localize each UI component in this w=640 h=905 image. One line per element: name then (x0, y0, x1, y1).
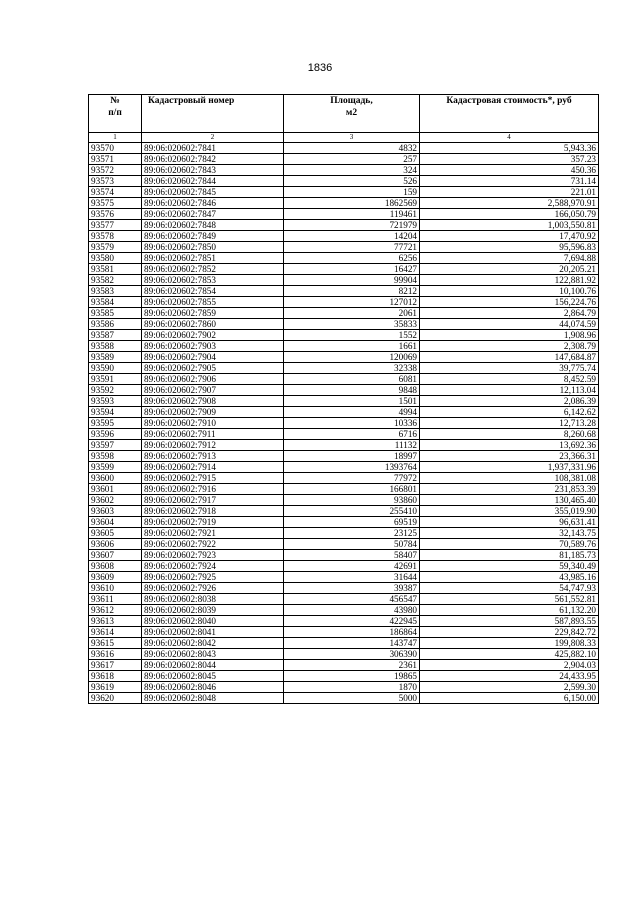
column-number: 2 (142, 133, 284, 143)
cadastral-value: 425,882.10 (420, 649, 599, 660)
table-row (89, 308, 599, 319)
cadastral-number: 89:06:020602:7905 (142, 363, 284, 374)
cadastral-number: 89:06:020602:7903 (142, 341, 284, 352)
column-number: 4 (420, 133, 599, 143)
area-value: 166801 (284, 484, 420, 495)
area-value: 69519 (284, 517, 420, 528)
cadastral-value: 61,132.20 (420, 605, 599, 616)
cadastral-number: 89:06:020602:7848 (142, 220, 284, 231)
area-value: 456547 (284, 594, 420, 605)
row-index: 93592 (89, 385, 142, 396)
cadastral-number: 89:06:020602:7902 (142, 330, 284, 341)
area-value: 6256 (284, 253, 420, 264)
cadastral-number: 89:06:020602:8046 (142, 682, 284, 693)
cadastral-value: 12,113.04 (420, 385, 599, 396)
cadastral-value: 450.36 (420, 165, 599, 176)
row-index: 93582 (89, 275, 142, 286)
table-row (89, 451, 599, 462)
area-value: 8212 (284, 286, 420, 297)
cadastral-value: 54,747.93 (420, 583, 599, 594)
area-value: 6081 (284, 374, 420, 385)
area-value: 186864 (284, 627, 420, 638)
cadastral-value: 23,366.31 (420, 451, 599, 462)
column-number: 1 (89, 133, 142, 143)
cadastral-number: 89:06:020602:7850 (142, 242, 284, 253)
area-value: 18997 (284, 451, 420, 462)
row-index: 93594 (89, 407, 142, 418)
table-row (89, 319, 599, 330)
table-row (89, 517, 599, 528)
cadastral-number: 89:06:020602:7914 (142, 462, 284, 473)
cadastral-value: 2,864.79 (420, 308, 599, 319)
row-index: 93595 (89, 418, 142, 429)
cadastral-number: 89:06:020602:8038 (142, 594, 284, 605)
cadastral-number: 89:06:020602:7851 (142, 253, 284, 264)
area-value: 32338 (284, 363, 420, 374)
row-index: 93590 (89, 363, 142, 374)
area-value: 257 (284, 154, 420, 165)
area-value: 43980 (284, 605, 420, 616)
cadastral-value: 39,775.74 (420, 363, 599, 374)
cadastral-value: 2,599.30 (420, 682, 599, 693)
area-value: 77721 (284, 242, 420, 253)
row-index: 93608 (89, 561, 142, 572)
cadastral-number: 89:06:020602:8044 (142, 660, 284, 671)
row-index: 93583 (89, 286, 142, 297)
area-value: 2061 (284, 308, 420, 319)
table-row (89, 473, 599, 484)
row-index: 93619 (89, 682, 142, 693)
cadastral-value: 24,433.95 (420, 671, 599, 682)
cadastral-number: 89:06:020602:7917 (142, 495, 284, 506)
row-index: 93610 (89, 583, 142, 594)
row-index: 93598 (89, 451, 142, 462)
cadastral-number: 89:06:020602:7919 (142, 517, 284, 528)
cadastral-value: 2,086.39 (420, 396, 599, 407)
cadastral-number: 89:06:020602:7860 (142, 319, 284, 330)
table-row (89, 693, 599, 704)
table-row (89, 682, 599, 693)
row-index: 93573 (89, 176, 142, 187)
cadastral-value: 32,143.75 (420, 528, 599, 539)
row-index: 93596 (89, 429, 142, 440)
area-value: 119461 (284, 209, 420, 220)
area-value: 324 (284, 165, 420, 176)
page-number: 1836 (307, 62, 333, 74)
cadastral-value: 8,260.68 (420, 429, 599, 440)
table-row (89, 154, 599, 165)
row-index: 93570 (89, 143, 142, 154)
area-value: 11132 (284, 440, 420, 451)
cadastral-number: 89:06:020602:7908 (142, 396, 284, 407)
area-value: 2361 (284, 660, 420, 671)
area-value: 5000 (284, 693, 420, 704)
table-row (89, 374, 599, 385)
cadastral-number: 89:06:020602:7846 (142, 198, 284, 209)
cadastral-number: 89:06:020602:7925 (142, 572, 284, 583)
row-index: 93574 (89, 187, 142, 198)
column-number: 3 (284, 133, 420, 143)
row-index: 93587 (89, 330, 142, 341)
cadastral-number: 89:06:020602:7913 (142, 451, 284, 462)
row-index: 93576 (89, 209, 142, 220)
cadastral-value: 2,308.79 (420, 341, 599, 352)
table-row (89, 660, 599, 671)
table-row (89, 462, 599, 473)
cadastral-number: 89:06:020602:8041 (142, 627, 284, 638)
cadastral-value: 1,908.96 (420, 330, 599, 341)
table-row (89, 572, 599, 583)
cadastral-value: 199,808.33 (420, 638, 599, 649)
area-value: 93860 (284, 495, 420, 506)
area-value: 58407 (284, 550, 420, 561)
cadastral-value: 81,185.73 (420, 550, 599, 561)
table-row (89, 649, 599, 660)
row-index: 93603 (89, 506, 142, 517)
header-area: Площадь, м2 (284, 95, 420, 133)
table-row (89, 429, 599, 440)
cadastral-value: 357.23 (420, 154, 599, 165)
row-index: 93614 (89, 627, 142, 638)
column-number-row (89, 133, 599, 143)
cadastral-number: 89:06:020602:7915 (142, 473, 284, 484)
row-index: 93612 (89, 605, 142, 616)
row-index: 93579 (89, 242, 142, 253)
table-row (89, 220, 599, 231)
area-value: 99904 (284, 275, 420, 286)
row-index: 93600 (89, 473, 142, 484)
cadastral-number: 89:06:020602:8040 (142, 616, 284, 627)
area-value: 31644 (284, 572, 420, 583)
row-index: 93601 (89, 484, 142, 495)
area-value: 143747 (284, 638, 420, 649)
area-value: 1870 (284, 682, 420, 693)
cadastral-value: 1,003,550.81 (420, 220, 599, 231)
cadastral-number: 89:06:020602:7843 (142, 165, 284, 176)
cadastral-number: 89:06:020602:7842 (142, 154, 284, 165)
cadastral-value: 20,205.21 (420, 264, 599, 275)
table-row (89, 561, 599, 572)
row-index: 93613 (89, 616, 142, 627)
cadastral-value: 731.14 (420, 176, 599, 187)
table-row (89, 286, 599, 297)
row-index: 93618 (89, 671, 142, 682)
cadastral-number: 89:06:020602:7845 (142, 187, 284, 198)
cadastral-value: 355,019.90 (420, 506, 599, 517)
cadastral-value: 1,937,331.96 (420, 462, 599, 473)
area-value: 19865 (284, 671, 420, 682)
cadastral-number: 89:06:020602:7859 (142, 308, 284, 319)
area-value: 4994 (284, 407, 420, 418)
cadastral-number: 89:06:020602:7916 (142, 484, 284, 495)
area-value: 721979 (284, 220, 420, 231)
table-row (89, 176, 599, 187)
table-row (89, 550, 599, 561)
row-index: 93585 (89, 308, 142, 319)
row-index: 93584 (89, 297, 142, 308)
table-row (89, 605, 599, 616)
cadastral-value: 59,340.49 (420, 561, 599, 572)
table-row (89, 385, 599, 396)
cadastral-number: 89:06:020602:7921 (142, 528, 284, 539)
cadastral-table (88, 94, 599, 704)
row-index: 93609 (89, 572, 142, 583)
cadastral-value: 231,853.39 (420, 484, 599, 495)
table-row (89, 539, 599, 550)
table-row (89, 440, 599, 451)
row-index: 93571 (89, 154, 142, 165)
cadastral-value: 17,470.92 (420, 231, 599, 242)
row-index: 93620 (89, 693, 142, 704)
table-row (89, 396, 599, 407)
cadastral-number: 89:06:020602:7922 (142, 539, 284, 550)
cadastral-number: 89:06:020602:7924 (142, 561, 284, 572)
table-row (89, 297, 599, 308)
area-value: 306390 (284, 649, 420, 660)
row-index: 93588 (89, 341, 142, 352)
row-index: 93586 (89, 319, 142, 330)
table-row (89, 330, 599, 341)
table-row (89, 341, 599, 352)
cadastral-value: 7,694.88 (420, 253, 599, 264)
area-value: 120069 (284, 352, 420, 363)
cadastral-value: 221.01 (420, 187, 599, 198)
row-index: 93611 (89, 594, 142, 605)
row-index: 93602 (89, 495, 142, 506)
cadastral-number: 89:06:020602:8042 (142, 638, 284, 649)
area-value: 42691 (284, 561, 420, 572)
cadastral-value: 70,589.76 (420, 539, 599, 550)
area-value: 77972 (284, 473, 420, 484)
cadastral-number: 89:06:020602:7912 (142, 440, 284, 451)
row-index: 93589 (89, 352, 142, 363)
cadastral-value: 8,452.59 (420, 374, 599, 385)
area-value: 23125 (284, 528, 420, 539)
cadastral-value: 13,692.36 (420, 440, 599, 451)
table-row (89, 583, 599, 594)
row-index: 93572 (89, 165, 142, 176)
row-index: 93578 (89, 231, 142, 242)
header-cadastral-value: Кадастровая стоимость*, руб (420, 95, 599, 133)
cadastral-value: 12,713.28 (420, 418, 599, 429)
cadastral-number: 89:06:020602:7918 (142, 506, 284, 517)
cadastral-number: 89:06:020602:7847 (142, 209, 284, 220)
cadastral-value: 166,050.79 (420, 209, 599, 220)
area-value: 9848 (284, 385, 420, 396)
table-row (89, 209, 599, 220)
cadastral-number: 89:06:020602:7841 (142, 143, 284, 154)
area-value: 127012 (284, 297, 420, 308)
header-index: № п/п (89, 95, 142, 133)
table-row (89, 253, 599, 264)
row-index: 93593 (89, 396, 142, 407)
cadastral-number: 89:06:020602:8045 (142, 671, 284, 682)
area-value: 39387 (284, 583, 420, 594)
cadastral-value: 43,985.16 (420, 572, 599, 583)
row-index: 93615 (89, 638, 142, 649)
cadastral-number: 89:06:020602:7923 (142, 550, 284, 561)
cadastral-number: 89:06:020602:7910 (142, 418, 284, 429)
area-value: 1501 (284, 396, 420, 407)
cadastral-value: 6,150.00 (420, 693, 599, 704)
cadastral-number: 89:06:020602:7852 (142, 264, 284, 275)
area-value: 4832 (284, 143, 420, 154)
cadastral-number: 89:06:020602:7909 (142, 407, 284, 418)
cadastral-number: 89:06:020602:7849 (142, 231, 284, 242)
table-body (89, 143, 599, 704)
table-row (89, 407, 599, 418)
area-value: 159 (284, 187, 420, 198)
row-index: 93580 (89, 253, 142, 264)
cadastral-value: 108,381.08 (420, 473, 599, 484)
area-value: 255410 (284, 506, 420, 517)
row-index: 93607 (89, 550, 142, 561)
cadastral-number: 89:06:020602:8039 (142, 605, 284, 616)
cadastral-value: 122,881.92 (420, 275, 599, 286)
cadastral-value: 2,904.03 (420, 660, 599, 671)
cadastral-number: 89:06:020602:7855 (142, 297, 284, 308)
table-row (89, 594, 599, 605)
area-value: 35833 (284, 319, 420, 330)
table-row (89, 187, 599, 198)
table-row (89, 143, 599, 154)
area-value: 16427 (284, 264, 420, 275)
table-row (89, 275, 599, 286)
header-cadastral-number: Кадастровый номер (142, 95, 284, 133)
area-value: 50784 (284, 539, 420, 550)
table-row (89, 242, 599, 253)
row-index: 93577 (89, 220, 142, 231)
area-value: 526 (284, 176, 420, 187)
area-value: 6716 (284, 429, 420, 440)
table-row (89, 506, 599, 517)
cadastral-value: 10,100.76 (420, 286, 599, 297)
row-index: 93599 (89, 462, 142, 473)
table-row (89, 231, 599, 242)
table-row (89, 418, 599, 429)
table-row (89, 198, 599, 209)
table-row (89, 638, 599, 649)
cadastral-value: 2,588,970.91 (420, 198, 599, 209)
area-value: 1661 (284, 341, 420, 352)
row-index: 93617 (89, 660, 142, 671)
cadastral-value: 587,893.55 (420, 616, 599, 627)
table-row (89, 165, 599, 176)
area-value: 1862569 (284, 198, 420, 209)
row-index: 93605 (89, 528, 142, 539)
cadastral-value: 96,631.41 (420, 517, 599, 528)
area-value: 10336 (284, 418, 420, 429)
area-value: 422945 (284, 616, 420, 627)
table-row (89, 616, 599, 627)
table-row (89, 495, 599, 506)
row-index: 93616 (89, 649, 142, 660)
cadastral-number: 89:06:020602:7911 (142, 429, 284, 440)
row-index: 93604 (89, 517, 142, 528)
cadastral-number: 89:06:020602:8043 (142, 649, 284, 660)
cadastral-number: 89:06:020602:7904 (142, 352, 284, 363)
cadastral-number: 89:06:020602:8048 (142, 693, 284, 704)
table-row (89, 627, 599, 638)
table-header-row (89, 95, 599, 133)
area-value: 1393764 (284, 462, 420, 473)
cadastral-number: 89:06:020602:7854 (142, 286, 284, 297)
row-index: 93575 (89, 198, 142, 209)
row-index: 93597 (89, 440, 142, 451)
cadastral-value: 44,074.59 (420, 319, 599, 330)
cadastral-number: 89:06:020602:7906 (142, 374, 284, 385)
cadastral-value: 5,943.36 (420, 143, 599, 154)
cadastral-value: 6,142.62 (420, 407, 599, 418)
cadastral-number: 89:06:020602:7926 (142, 583, 284, 594)
table-row (89, 484, 599, 495)
cadastral-value: 147,684.87 (420, 352, 599, 363)
cadastral-value: 156,224.76 (420, 297, 599, 308)
row-index: 93606 (89, 539, 142, 550)
cadastral-value: 130,465.40 (420, 495, 599, 506)
cadastral-value: 561,552.81 (420, 594, 599, 605)
cadastral-value: 229,842.72 (420, 627, 599, 638)
cadastral-value: 95,596.83 (420, 242, 599, 253)
area-value: 1552 (284, 330, 420, 341)
table-row (89, 352, 599, 363)
table-row (89, 363, 599, 374)
cadastral-number: 89:06:020602:7907 (142, 385, 284, 396)
table-row (89, 528, 599, 539)
cadastral-number: 89:06:020602:7844 (142, 176, 284, 187)
cadastral-number: 89:06:020602:7853 (142, 275, 284, 286)
row-index: 93581 (89, 264, 142, 275)
area-value: 14204 (284, 231, 420, 242)
table-row (89, 264, 599, 275)
table-row (89, 671, 599, 682)
row-index: 93591 (89, 374, 142, 385)
